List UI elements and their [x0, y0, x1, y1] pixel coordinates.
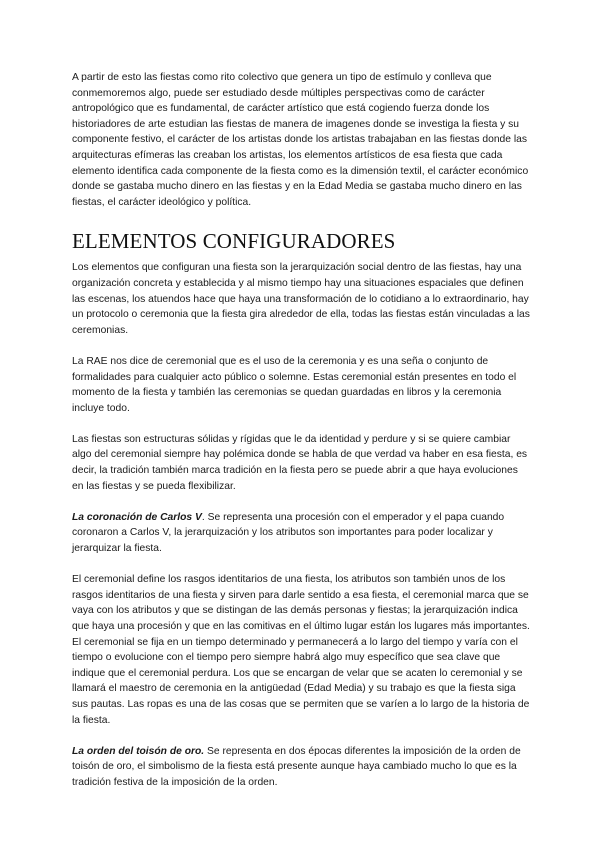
document-page [72, 70, 530, 791]
toison-text: Se representa en dos épocas diferentes la imposición de la orden de toisón de oro, el simbolismo de la fiesta está presente aunque haya cambiado mucho lo que es la tradición festiva de la imposición de la orden. [72, 745, 521, 788]
paragraph-elementos: Los elementos que configuran una fiesta son la jerarquización social dentro de las fiestas, hay una organización concreta y establecida y al mismo tiempo hay una situaciones espaciales que definen las escenas, los atuendos hace que haya una transformación de lo cotidiano a lo extraordinario, hay un protocolo o ceremonia que la fiesta gira alrededor de ella, todas las fiestas están vinculadas a las ceremonias. [72, 262, 530, 336]
toison-title: La orden del toisón de oro. [72, 745, 205, 757]
paragraph-toison [72, 744, 530, 791]
coronacion-title: La coronación de Carlos V [72, 511, 202, 523]
paragraph-ceremonial: El ceremonial define los rasgos identitarios de una fiesta, los atributos son también unos de los rasgos identitarios de una fiesta y sirven para darle sentido a esa fiesta, el ceremonial marca que se vaya con los atributos y que se distingan de las demás personas y fiestas; la jerarquización indica que haya una procesión y que en las comitivas en el último lugar están los lugares más importantes. El ceremonial se fija en un tiempo determinado y permanecerá a lo largo del tiempo y varía con el tiempo o evolucione con el tiempo pero siempre habrá algo muy específico que sea clave que indique que el ceremonial perdura. Los que se encargan de velar que se acaten lo ceremonial y se llamará el maestro de ceremonia en la antigüedad (Edad Media) y su trabajo es que la fiesta siga sus pautas. Las ropas es una de las cosas que se permiten que se varíen a lo largo de la historia de la fiesta. [72, 574, 530, 726]
paragraph-estructuras: Las fiestas son estructuras sólidas y rígidas que le da identidad y perdure y si se quiere cambiar algo del ceremonial siempre hay polémica donde se habla de que verdad va haber en esa fiesta, es decir, la tradición también marca tradición en la fiesta pero se puede abrir a que haya evoluciones en las fiestas y se pueda flexibilizar. [72, 433, 528, 492]
intro-paragraph: A partir de esto las fiestas como rito colectivo que genera un tipo de estímulo y conlleva que conmemoremos algo, puede ser estudiado desde múltiples perspectivas como de carácter antropológico que es fundamental, de carácter artístico que está cogiendo fuerza donde los historiadores de arte estudian las fiestas de manera de imagenes donde se investiga la fiesta y su componente festivo, el carácter de los artistas donde los artistas trabajaban en las fiestas donde las arquitecturas efímeras las creaban los artistas, los elementos artísticos de esa fiesta que cada elemento identifica cada componente de la fiesta como es la dimensión textil, el carácter económico donde se gastaba mucho dinero en las fiestas y en la Edad Media se gastaba mucho dinero en las fiestas, el carácter ideológico y política. [72, 72, 529, 208]
paragraph-rae: La RAE nos dice de ceremonial que es el uso de la ceremonia y es una seña o conjunto de formalidades para cualquier acto público o solemne. Estas ceremonial están presentes en todo el momento de la fiesta y también las ceremonias se quedan guardadas en libros y la ceremonia incluye todo. [72, 355, 517, 414]
paragraph-coronacion [72, 510, 530, 557]
section-heading: ELEMENTOS CONFIGURADORES [72, 229, 396, 254]
coronacion-text: . Se representa una procesión con el emperador y el papa cuando coronaron a Carlos V, la jerarquización y los atributos son importantes para poder localizar y jerarquizar la fiesta. [72, 511, 505, 555]
